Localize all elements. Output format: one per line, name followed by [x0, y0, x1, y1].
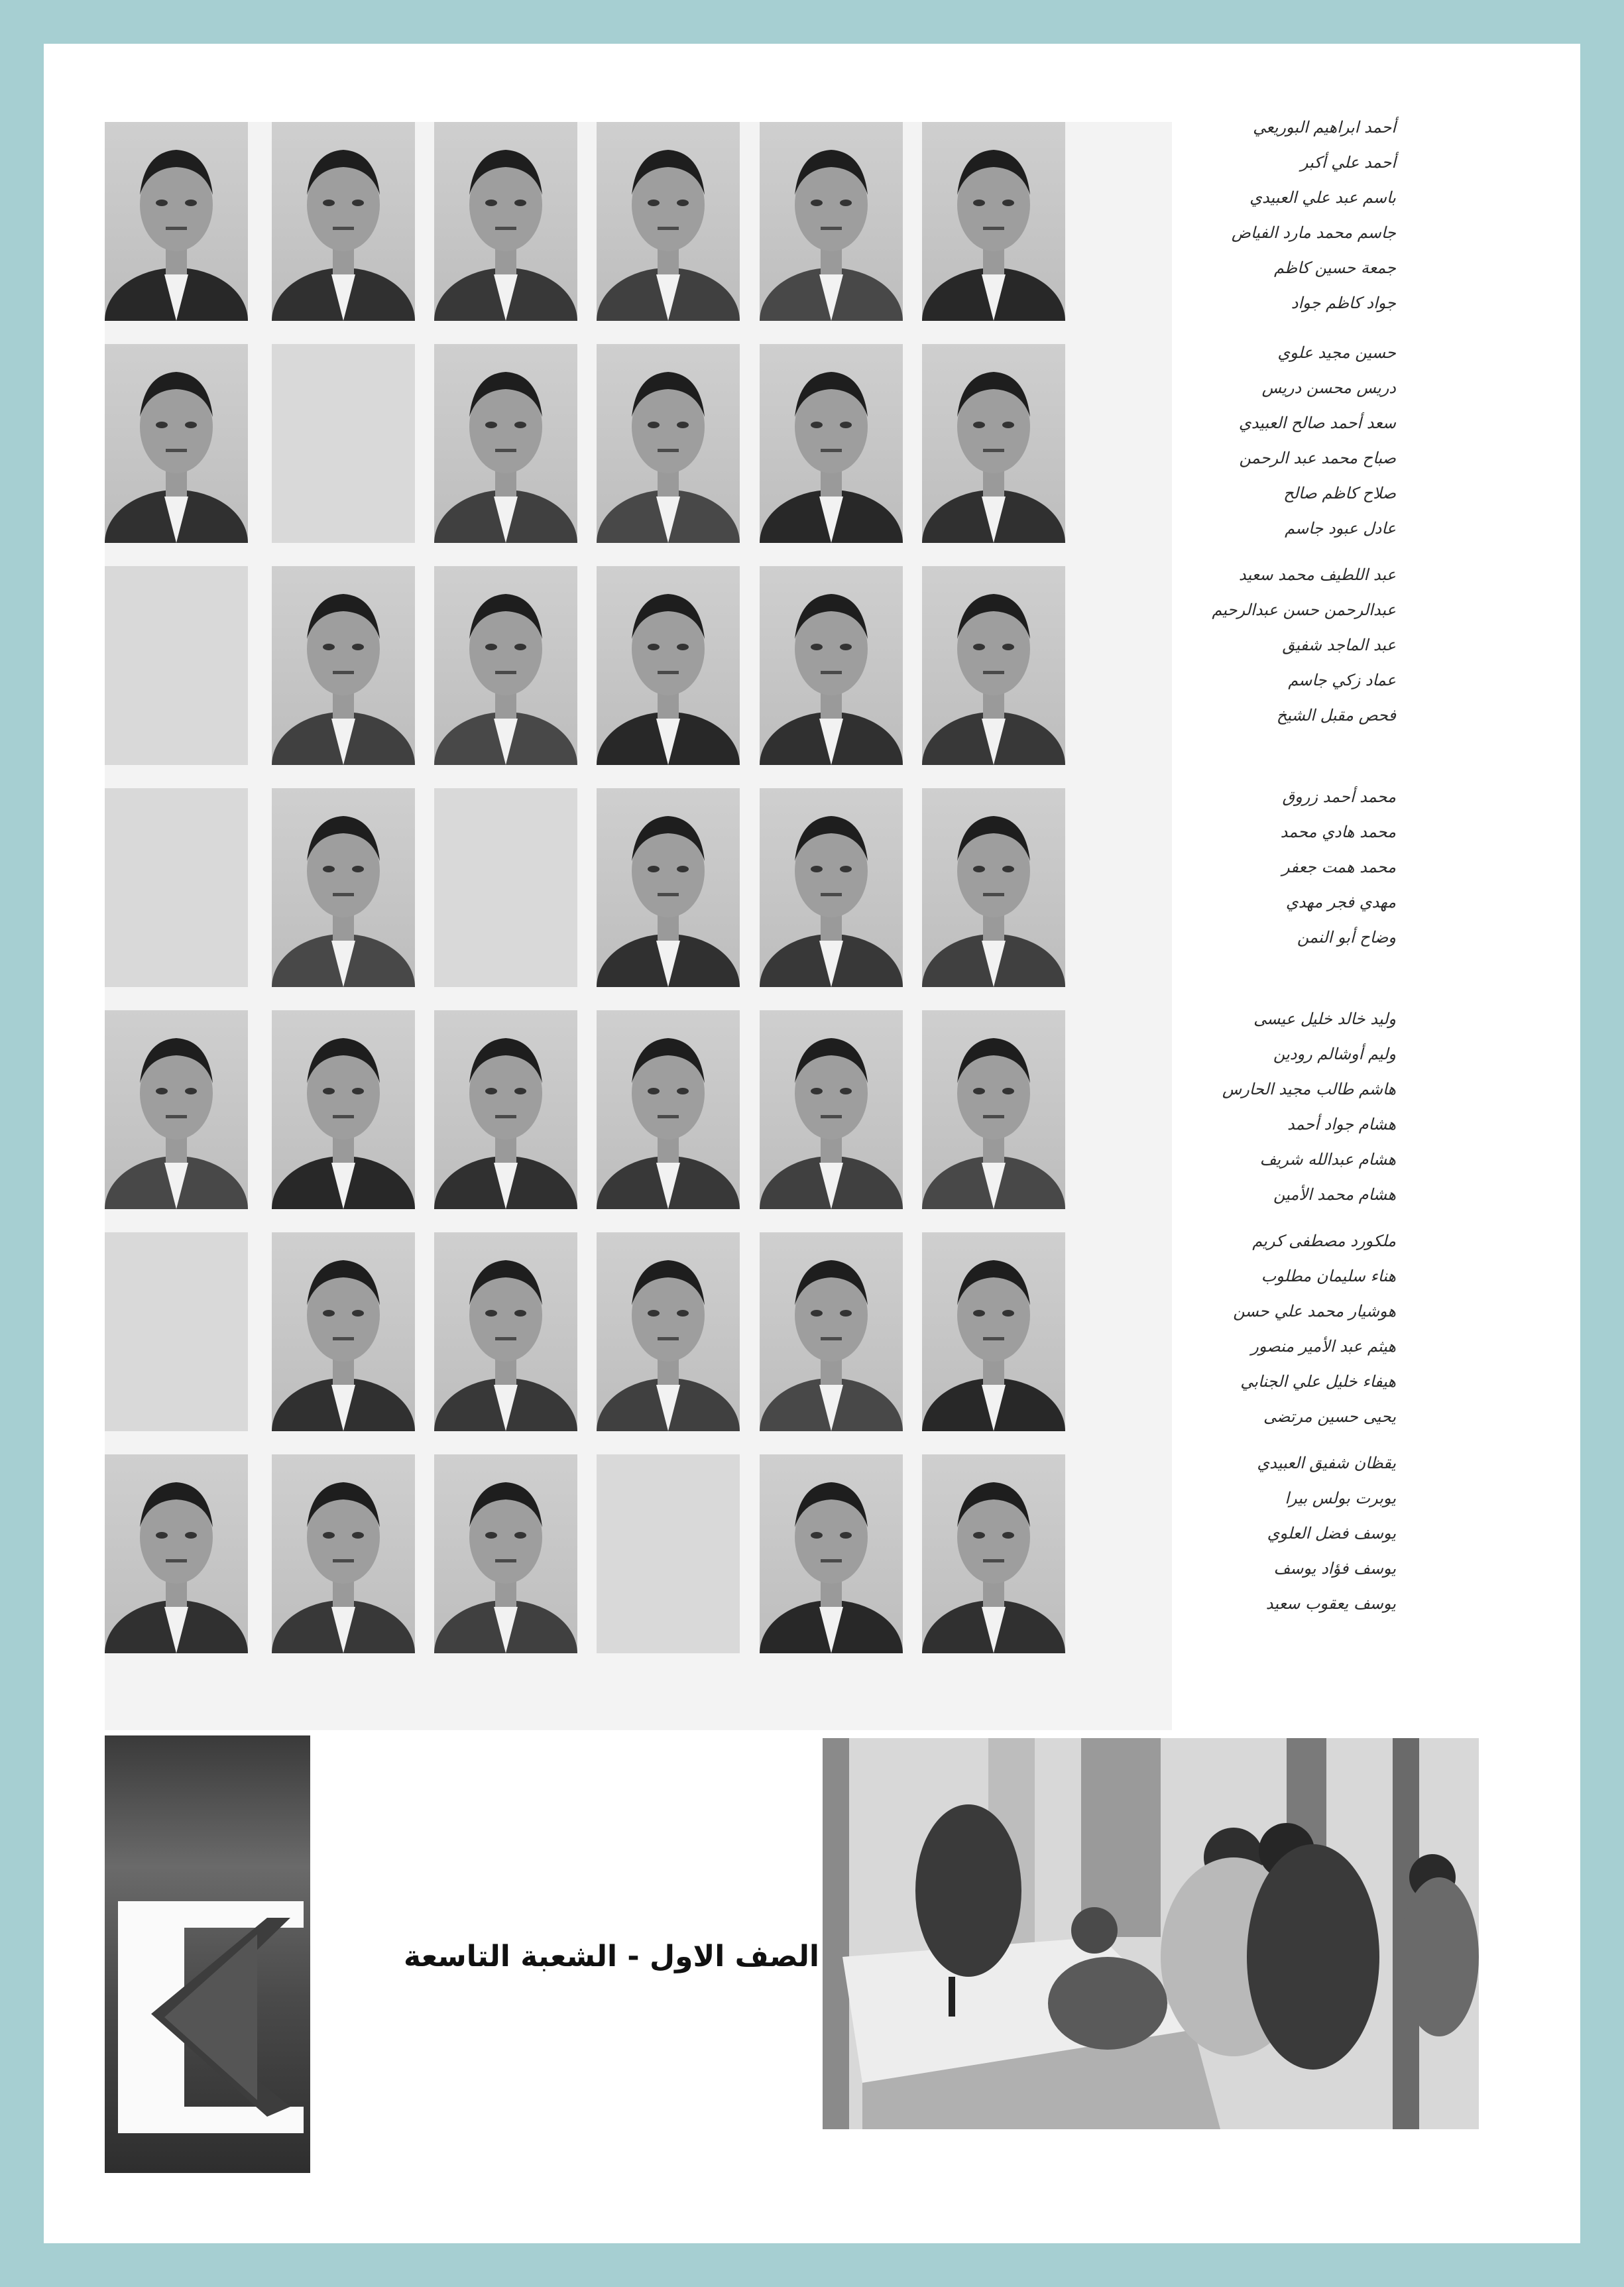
student-name: مهدي فجر مهدي	[1285, 893, 1396, 911]
student-portrait	[760, 788, 903, 987]
name-list	[1157, 1224, 1396, 1435]
student-name: وليم أوشالم رودين	[1273, 1045, 1396, 1063]
student-name: هشام محمد الأمين	[1273, 1185, 1396, 1204]
student-name: أحمد علي أكبر	[1300, 153, 1396, 172]
empty-portrait-slot	[597, 1454, 740, 1653]
student-name: باسم عبد علي العبيدي	[1249, 188, 1396, 207]
student-name: يوسف فضل العلوي	[1267, 1524, 1396, 1543]
student-portrait	[272, 566, 415, 765]
student-name: عماد زكي جاسم	[1288, 671, 1396, 689]
student-portrait	[434, 122, 577, 321]
student-name: عادل عبود جاسم	[1285, 519, 1396, 538]
student-portrait	[434, 1010, 577, 1209]
student-portrait	[922, 1010, 1065, 1209]
student-name: محمد أحمد زروق	[1282, 788, 1396, 806]
student-portrait	[922, 566, 1065, 765]
student-portrait	[597, 566, 740, 765]
student-name: يحيى حسين مرتضى	[1263, 1407, 1396, 1426]
student-portrait	[105, 344, 248, 543]
student-portrait	[597, 1010, 740, 1209]
yearbook-page	[44, 44, 1580, 2243]
name-list	[1157, 557, 1396, 733]
student-name: هشام جواد أحمد	[1287, 1115, 1396, 1134]
student-portrait	[760, 1010, 903, 1209]
student-name: أحمد ابراهيم البوريعي	[1253, 118, 1396, 137]
photo-grid	[105, 122, 1172, 1730]
student-name: يوسف فؤاد يوسف	[1273, 1559, 1396, 1578]
student-name: هاشم طالب مجيد الحارس	[1222, 1080, 1396, 1098]
student-name: صلاح كاظم صالح	[1283, 484, 1396, 502]
name-list	[1157, 110, 1396, 321]
student-portrait	[760, 122, 903, 321]
student-portrait	[105, 1454, 248, 1653]
empty-portrait-slot	[272, 344, 415, 543]
student-name: هوشيار محمد علي حسن	[1233, 1302, 1396, 1320]
student-portrait	[922, 344, 1065, 543]
names-column	[1144, 44, 1396, 1767]
name-list	[1157, 1446, 1396, 1621]
student-portrait	[760, 1454, 903, 1653]
name-list	[1157, 1002, 1396, 1212]
student-name: عبدالرحمن حسن عبدالرحيم	[1212, 601, 1396, 619]
student-name: هشام عبدالله شريف	[1259, 1150, 1396, 1169]
student-name: هناء سليمان مطلوب	[1261, 1267, 1396, 1285]
student-portrait	[922, 122, 1065, 321]
student-name: ملكورد مصطفى كريم	[1252, 1232, 1396, 1250]
student-name: يقظان شفيق العبيدي	[1257, 1454, 1396, 1472]
student-portrait	[434, 1232, 577, 1431]
school-logo	[105, 1735, 310, 2173]
student-portrait	[922, 1454, 1065, 1653]
empty-portrait-slot	[105, 566, 248, 765]
student-portrait	[922, 1232, 1065, 1431]
student-name: يوسف يعقوب سعيد	[1265, 1594, 1396, 1613]
student-name: وليد خالد خليل عيسى	[1253, 1010, 1396, 1028]
student-portrait	[760, 566, 903, 765]
student-portrait	[597, 1232, 740, 1431]
empty-portrait-slot	[105, 1232, 248, 1431]
student-name: يوبرت بولس بيرا	[1285, 1489, 1396, 1507]
student-portrait	[597, 788, 740, 987]
student-portrait	[272, 1454, 415, 1653]
student-portrait	[272, 788, 415, 987]
student-name: جاسم محمد مارد الفياض	[1231, 223, 1396, 242]
student-name: محمد همت جعفر	[1282, 858, 1396, 876]
student-portrait	[105, 122, 248, 321]
student-name: دريس محسن دريس	[1261, 379, 1396, 397]
student-name: محمد هادي محمد	[1280, 823, 1396, 841]
class-caption: الصف الاول - الشعبة التاسعة	[404, 1940, 819, 1973]
student-name: فحص مقبل الشيخ	[1276, 706, 1396, 725]
empty-portrait-slot	[434, 788, 577, 987]
student-portrait	[922, 788, 1065, 987]
student-name: جمعة حسين كاظم	[1274, 259, 1396, 277]
student-portrait	[272, 1010, 415, 1209]
student-portrait	[272, 122, 415, 321]
name-list	[1157, 780, 1396, 955]
student-name: عبد الماجد شفيق	[1282, 636, 1396, 654]
name-list	[1157, 335, 1396, 546]
student-name: صباح محمد عبد الرحمن	[1239, 449, 1396, 467]
empty-portrait-slot	[105, 788, 248, 987]
student-name: هيثم عبد الأمير منصور	[1251, 1337, 1396, 1356]
student-portrait	[434, 566, 577, 765]
student-portrait	[434, 344, 577, 543]
student-name: هيفاء خليل علي الجنابي	[1240, 1372, 1396, 1391]
student-portrait	[105, 1010, 248, 1209]
student-portrait	[272, 1232, 415, 1431]
classroom-photo	[823, 1738, 1479, 2129]
student-name: وضاح أبو النمن	[1297, 928, 1396, 947]
student-name: عبد اللطيف محمد سعيد	[1238, 565, 1396, 584]
student-portrait	[434, 1454, 577, 1653]
student-portrait	[760, 1232, 903, 1431]
student-name: سعد أحمد صالح العبيدي	[1238, 414, 1396, 432]
student-name: جواد كاظم جواد	[1291, 294, 1396, 312]
student-portrait	[597, 122, 740, 321]
student-portrait	[760, 344, 903, 543]
student-portrait	[597, 344, 740, 543]
student-name: حسين مجيد علوي	[1277, 343, 1396, 362]
